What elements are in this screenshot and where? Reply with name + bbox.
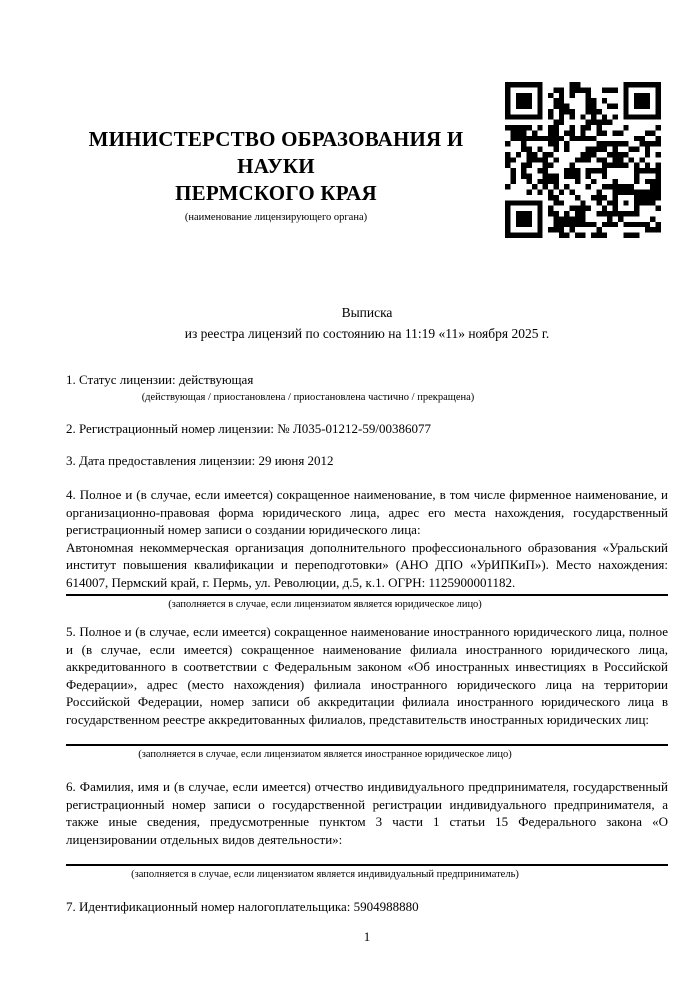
fill-in-line xyxy=(66,594,668,596)
field-grant-date-text: 3. Дата предоставления лицензии: 29 июня 2012 xyxy=(66,453,334,468)
document-subtitle-line: из реестра лицензий по состоянию на 11:19 «11» ноября 2025 г. xyxy=(184,326,550,341)
field-taxpayer-number-text: 7. Идентификационный номер налогоплательщика: 5904988880 xyxy=(66,899,419,914)
field-foreign-entity-caption: (заполняется в случае, если лицензиатом является иностранное юридическое лицо) xyxy=(138,749,512,760)
field-legal-entity xyxy=(66,486,668,612)
field-legal-entity-caption: (заполняется в случае, если лицензиатом является юридическое лицо) xyxy=(168,599,482,610)
field-license-status-text: 1. Статус лицензии: действующая xyxy=(66,372,254,387)
fill-in-line xyxy=(66,864,668,866)
field-registration-number-text: 2. Регистрационный номер лицензии: № Л035-01212-59/00386077 xyxy=(66,421,432,436)
ministry-name-line1: МИНИСТЕРСТВО ОБРАЗОВАНИЯ И НАУКИ xyxy=(88,127,464,178)
field-foreign-entity xyxy=(66,623,668,762)
page-number: 1 xyxy=(363,929,371,944)
qr-code-icon xyxy=(505,82,661,238)
fill-in-line xyxy=(66,744,668,746)
field-license-status xyxy=(66,371,668,405)
field-registration-number xyxy=(66,420,668,438)
ministry-caption: (наименование лицензирующего органа) xyxy=(184,212,368,223)
document-title-line: Выписка xyxy=(341,305,393,320)
field-legal-entity-value: Автономная некоммерческая организация дополнительного профессионального образования «Уральский институт повышения квалификации и переподготовки» (АНО ДПО «УрИПКиП»). Место нахождения: 614007, Пермский край, г. Пермь, ул. Революции, д.5, к.1. ОГРН: 1125900001182. xyxy=(66,539,668,590)
ministry-name-line2: ПЕРМСКОГО КРАЯ xyxy=(175,181,377,205)
field-foreign-entity-label: 5. Полное и (в случае, если имеется) сокращенное наименование иностранного юридического лица, полное и (в случае, если имеется) сокращенное наименование филиала иностранного юридического лица, аккредитованного в соответствии с Федеральным законом «Об иностранных инвестициях в Российской Федерации», адрес (место нахождения) филиала иностранного юридического лица на территории Российской Федерации, номер записи об аккредитации филиала иностранного юридического лица в государственном реестре аккредитованных филиалов, представительств иностранных юридических лиц: xyxy=(66,624,668,727)
field-license-status-caption: (действующая / приостановлена / приостановлена частично / прекращена) xyxy=(141,391,475,403)
field-individual-entrepreneur-label: 6. Фамилия, имя и (в случае, если имеется) отчество индивидуального предпринимателя, государственный регистрационный номер записи о государственной регистрации индивидуального предпринимателя, а также иные сведения, предусмотренные пунктом 3 части 1 статьи 15 Федерального закона «О лицензировании отдельных видов деятельности»: xyxy=(66,779,668,847)
field-legal-entity-label: 4. Полное и (в случае, если имеется) сокращенное наименование, в том числе фирменное наименование, и организационно-правовая форма юридического лица, адрес его места нахождения, государственный регистрационный номер записи о создании юридического лица: xyxy=(66,487,668,537)
document-title xyxy=(66,302,668,344)
licensing-authority-header xyxy=(66,126,486,224)
field-individual-entrepreneur xyxy=(66,778,668,882)
field-individual-entrepreneur-caption: (заполняется в случае, если лицензиатом является индивидуальный предприниматель) xyxy=(131,869,519,880)
field-taxpayer-number xyxy=(66,898,668,916)
field-grant-date xyxy=(66,452,668,470)
